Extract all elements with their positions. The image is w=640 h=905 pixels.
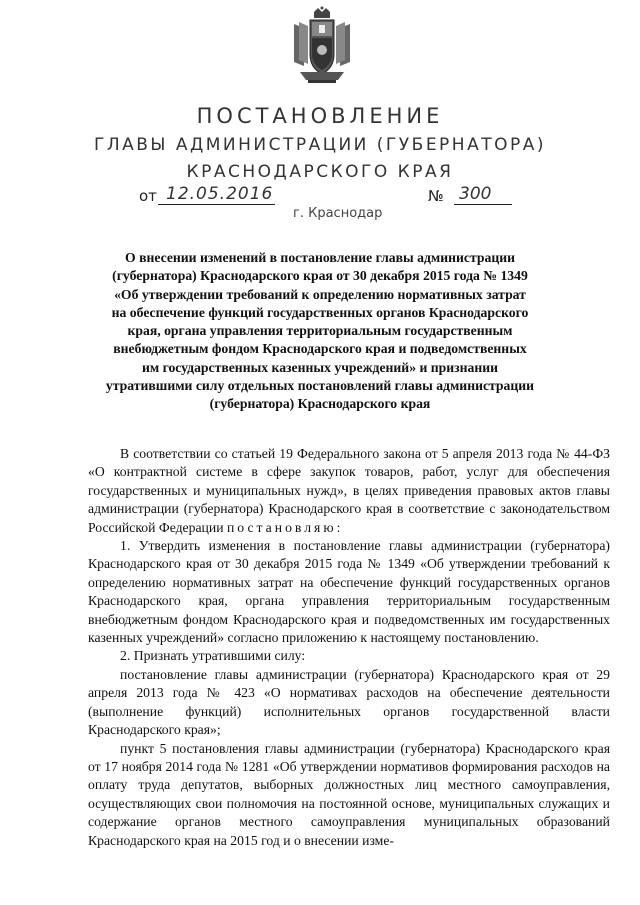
issuing-authority: ГЛАВЫ АДМИНИСТРАЦИИ (ГУБЕРНАТОРА) [93, 135, 547, 155]
document-type-title: ПОСТАНОВЛЕНИЕ [196, 104, 444, 128]
subject-line: утратившими силу отдельных постановлений главы администрации [105, 378, 535, 394]
item-2-paragraph: 2. Признать утратившими силу: [120, 648, 306, 664]
region-name: КРАСНОДАРСКОГО КРАЯ [186, 162, 454, 182]
subject-line: (губернатора) Краснодарского края [209, 396, 431, 412]
document-number: 300 [459, 184, 492, 204]
coat-of-arms-icon [290, 6, 354, 84]
date-label: от [139, 187, 157, 205]
subject-line: им государственных казенных учреждений» и признании [141, 359, 499, 375]
number-label: № [428, 187, 444, 205]
intro-text: В соответствии со статьей 19 Федерального закона от 5 апреля 2013 года № 44-ФЗ «О контрактной системе в сфере закупок товаров, работ, услуг для обеспечения государственных и муниципальных нужд», в целях приведения правовых актов главы администрации (губернатора) Краснодарского края в соответствие с законодательством Российской Федерации [88, 446, 610, 535]
decree-word: постановляю: [226, 519, 344, 535]
subject-line: на обеспечение функций государственных органов Краснодарского [111, 304, 529, 320]
intro-paragraph [88, 445, 610, 537]
document-body [88, 445, 610, 850]
item-2b-paragraph: пункт 5 постановления главы администрации (губернатора) Краснодарского края от 17 ноября 2014 года № 1281 «Об утверждении нормативов формирования расходов на оплату труда депутатов, выборных должностных лиц местного самоуправления, осуществляющих свои полномочия на постоянной основе, муниципальных служащих и содержание органов местного самоуправления муниципальных образований Краснодарского края на 2015 год и о внесении изме- [88, 740, 610, 848]
item-2a-paragraph: постановление главы администрации (губернатора) Краснодарского края от 29 апреля 2013 года № 423 «О нормативах расходов на обеспечение деятельности (выполнение функций) исполнительных органов государственной власти Краснодарского края»; [88, 666, 610, 738]
date-value: 12.05.2016 [166, 184, 274, 204]
city: г. Краснодар [293, 206, 383, 221]
subject-line: «Об утверждении требований к определению нормативных затрат [114, 286, 526, 302]
subject-line: края, органа управления территориальным государственным [127, 323, 513, 339]
item-1-paragraph: 1. Утвердить изменения в постановление главы администрации (губернатора) Краснодарского края от 30 декабря 2015 года № 1349 «Об утверждении требований к определению нормативных затрат на обеспечение функций государственных органов Краснодарского края, органа управления территориальным государственным внебюджетным фондом Краснодарского края и подведомственных им государственных казенных учреждений» согласно приложению к настоящему постановлению. [88, 538, 610, 646]
date-underline [158, 204, 275, 205]
number-underline [454, 204, 512, 205]
subject-line: О внесении изменений в постановление главы администрации [125, 250, 515, 265]
subject-line: внебюджетным фондом Краснодарского края и подведомственных [113, 341, 527, 357]
document-subject [95, 249, 545, 414]
subject-line: (губернатора) Краснодарского края от 30 декабря 2015 года № 1349 [112, 268, 528, 284]
